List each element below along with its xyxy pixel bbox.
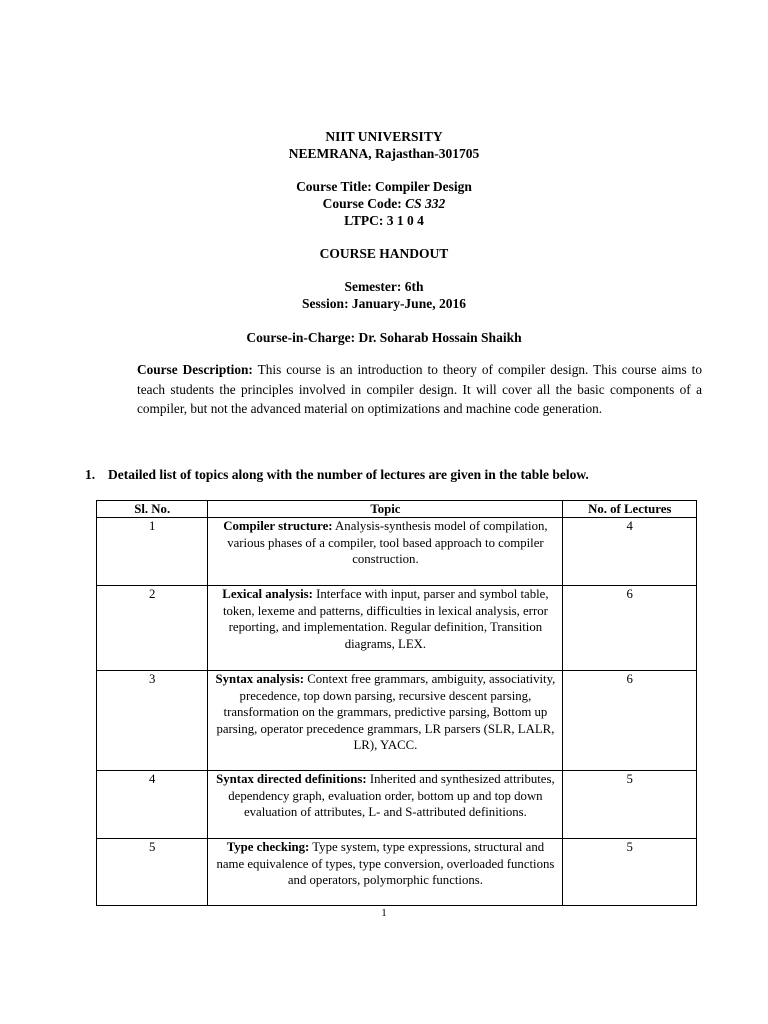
course-code-label: Course Code: [322, 196, 406, 211]
university-header [0, 128, 768, 162]
cell-topic [208, 771, 563, 839]
cell-sl-no: 2 [97, 586, 208, 671]
cell-lectures: 5 [563, 771, 697, 839]
course-code-value: CS 332 [405, 196, 446, 211]
cell-lectures: 6 [563, 671, 697, 771]
cell-lectures: 5 [563, 839, 697, 906]
topics-table [96, 500, 697, 906]
university-name: NIIT UNIVERSITY [325, 129, 443, 144]
list-heading-text: Detailed list of topics along with the number of lectures are given in the table below. [108, 467, 589, 482]
semester-info [0, 278, 768, 312]
page-number: 1 [381, 907, 387, 919]
cell-sl-no: 5 [97, 839, 208, 906]
cell-topic [208, 671, 563, 771]
course-in-charge: Course-in-Charge: Dr. Soharab Hossain Shaikh [246, 330, 522, 345]
cell-sl-no: 1 [97, 518, 208, 586]
table-row [97, 839, 697, 906]
handout-title: COURSE HANDOUT [319, 246, 449, 261]
cell-lectures: 6 [563, 586, 697, 671]
course-title: Course Title: Compiler Design [296, 179, 472, 194]
cell-topic [208, 518, 563, 586]
course-code [0, 195, 768, 212]
header-lectures: No. of Lectures [563, 501, 697, 518]
session: Session: January-June, 2016 [302, 296, 466, 311]
cell-lectures: 4 [563, 518, 697, 586]
topic-title: Compiler structure: [223, 519, 333, 533]
table-row [97, 518, 697, 586]
cell-sl-no: 3 [97, 671, 208, 771]
header-sl-no: Sl. No. [97, 501, 208, 518]
list-number: 1. [85, 467, 96, 482]
course-description-label: Course Description: [137, 362, 253, 377]
course-info [0, 178, 768, 229]
semester: Semester: 6th [344, 279, 424, 294]
course-ltpc: LTPC: 3 1 0 4 [344, 213, 424, 228]
table-row [97, 586, 697, 671]
topic-title: Type checking: [226, 840, 310, 854]
topic-description: Analysis-synthesis model of compilation, various phases of a compiler, tool based approach to compiler construction. [227, 519, 548, 567]
topic-title: Lexical analysis: [222, 587, 313, 601]
course-description-text: This course is an introduction to theory of compiler design. This course aims to teach students the principles involved in compiler design. It will cover all the basic components of a compiler, but not the advanced material on optimizations and machine code generation. [137, 362, 702, 416]
course-description [137, 360, 702, 419]
cell-topic [208, 586, 563, 671]
university-location: NEEMRANA, Rajasthan-301705 [288, 146, 480, 161]
table-header-row [97, 501, 697, 518]
table-row [97, 771, 697, 839]
cell-topic [208, 839, 563, 906]
topic-description: Type system, type expressions, structural and name equivalence of types, type conversion, overloaded functions and operators, polymorphic functions. [216, 840, 555, 888]
topic-description: Interface with input, parser and symbol table, token, lexeme and patterns, difficulties in lexical analysis, error reporting, and implementation. Regular definition, Transition diagrams, LEX. [222, 587, 549, 651]
header-topic: Topic [208, 501, 563, 518]
topic-title: Syntax directed definitions: [216, 772, 367, 786]
topic-description: Context free grammars, ambiguity, associativity, precedence, top down parsing, recursive descent parsing, transformation on the grammars, predictive parsing, Bottom up parsing, operator precedence grammars, LR parsers (SLR, LALR, LR), YACC. [216, 672, 556, 753]
topic-title: Syntax analysis: [215, 672, 304, 686]
cell-sl-no: 4 [97, 771, 208, 839]
table-row [97, 671, 697, 771]
topic-description: Inherited and synthesized attributes, dependency graph, evaluation order, bottom up and top down evaluation of attributes, L- and S-attributed definitions. [228, 772, 555, 820]
topics-list-heading [85, 467, 589, 483]
